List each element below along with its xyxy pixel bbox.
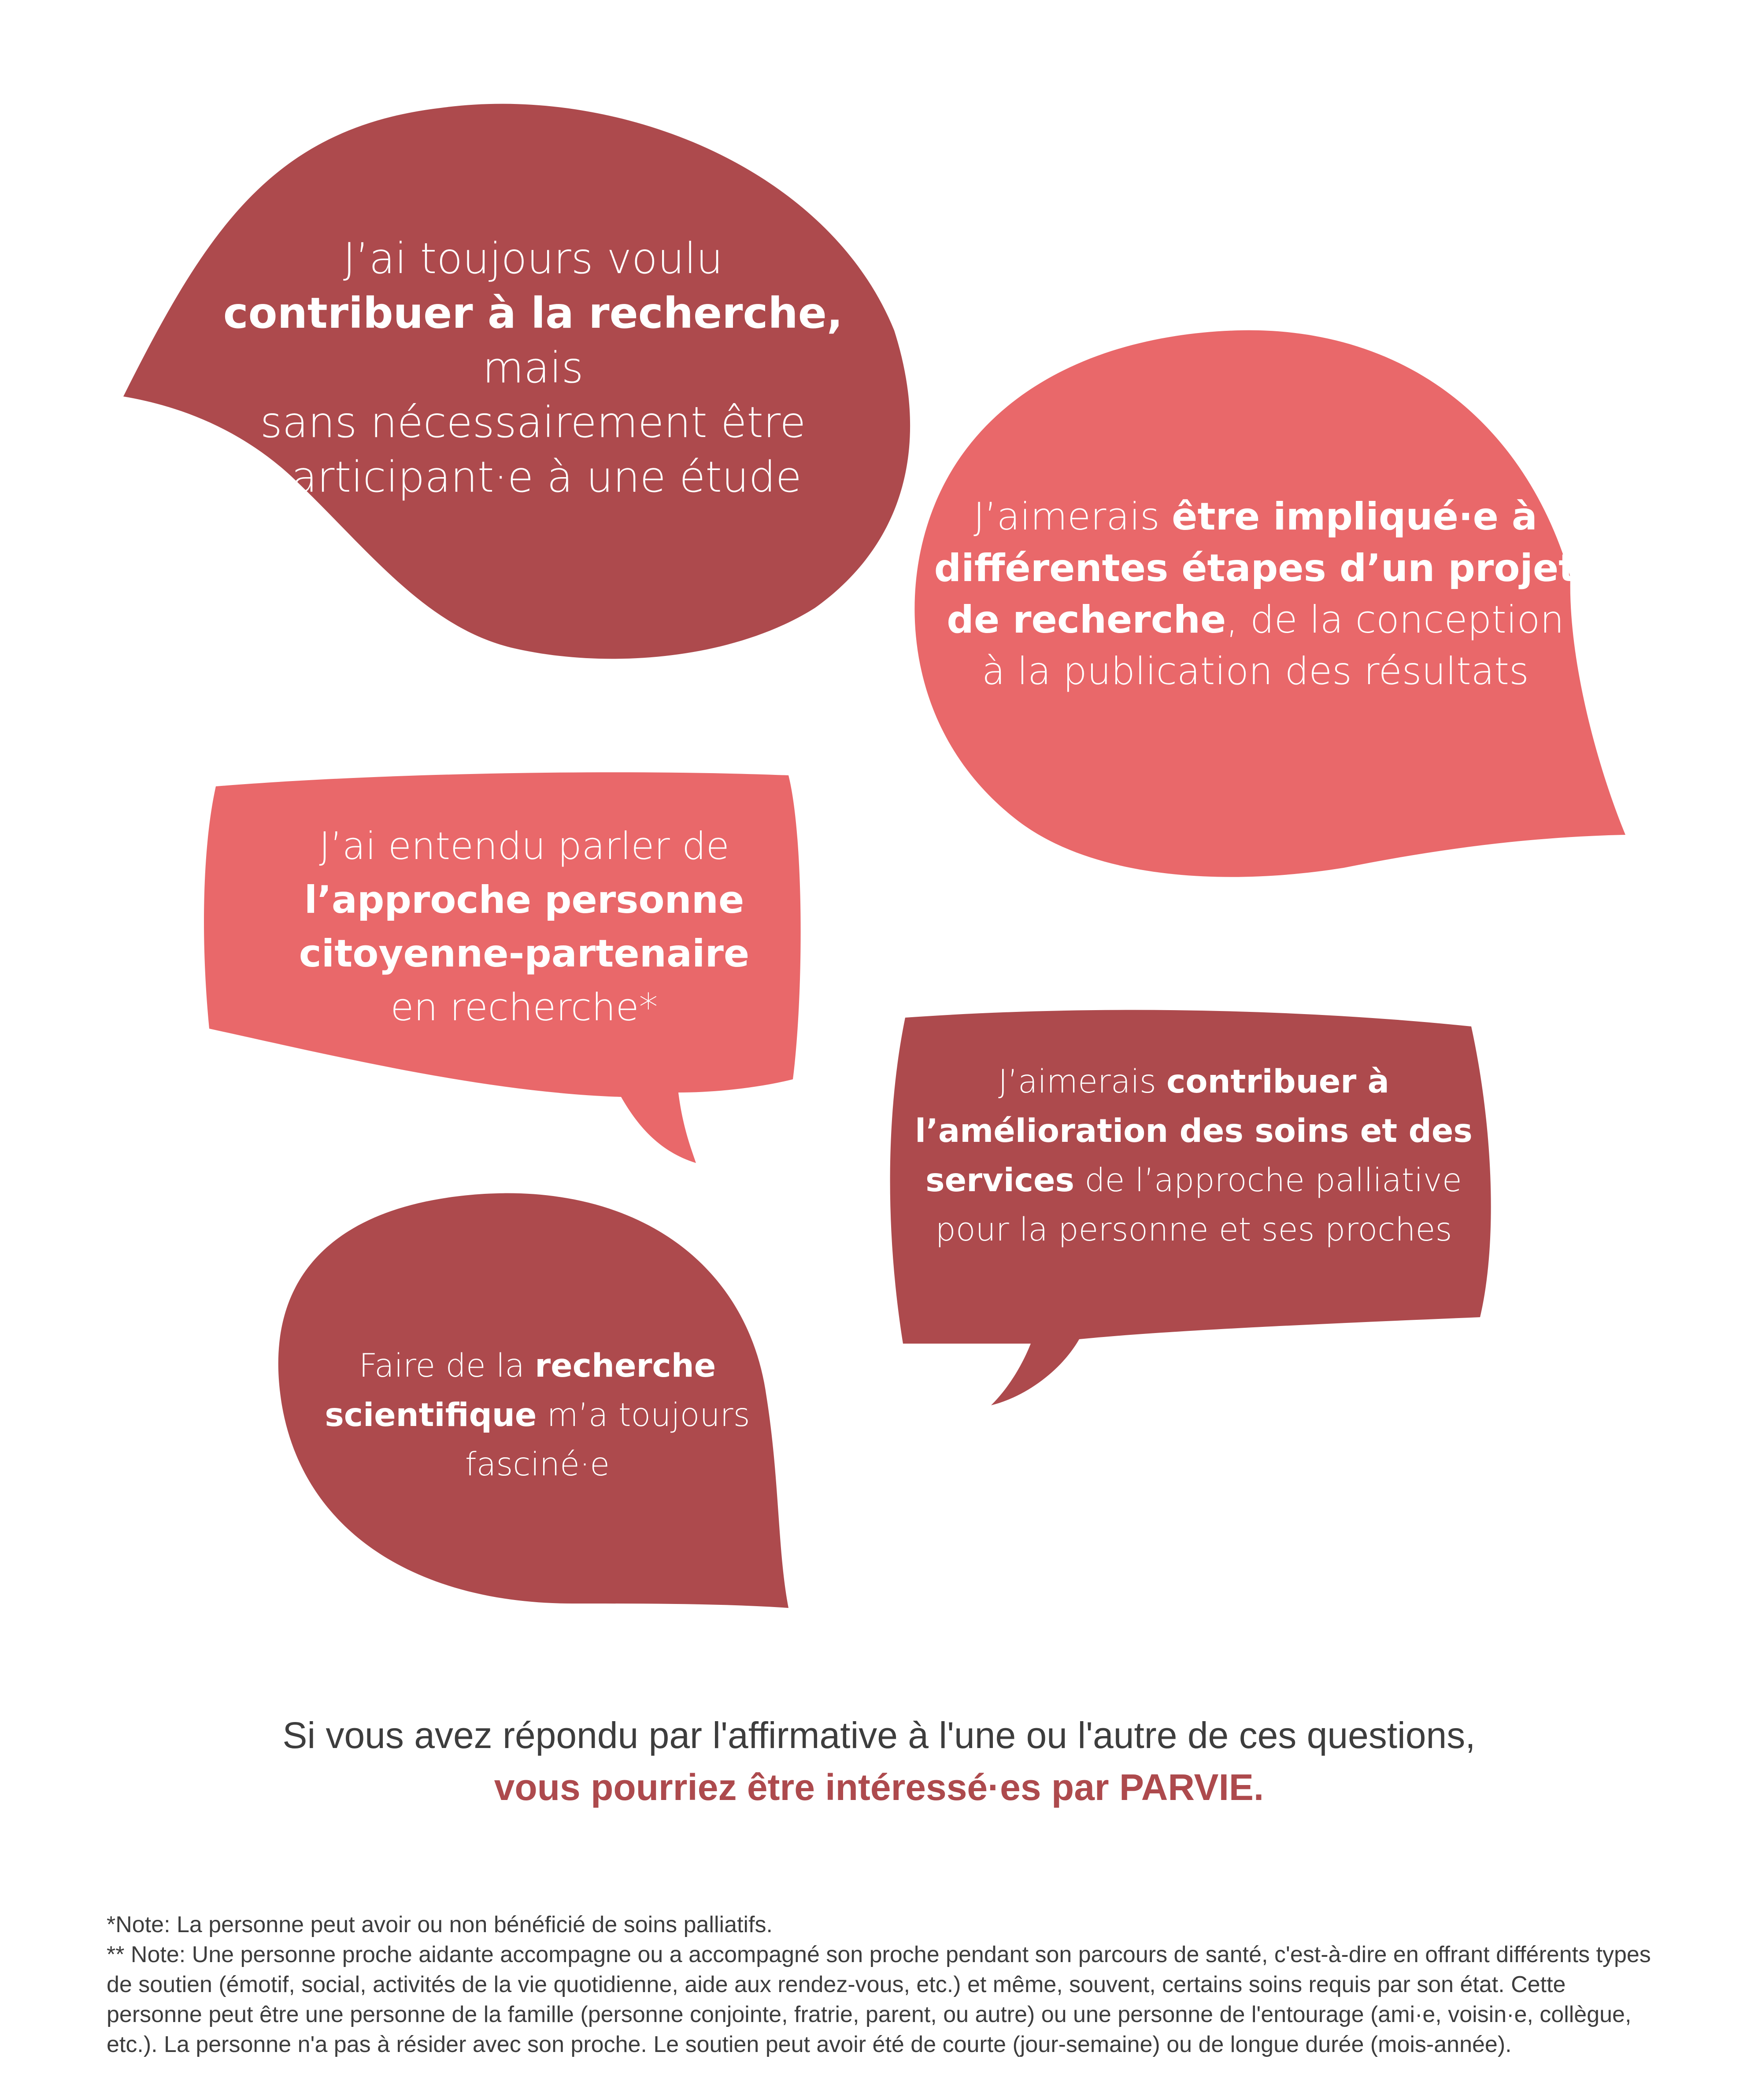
- bubble-3-segment: en recherche*: [390, 985, 658, 1030]
- bubble-3-segment: l’approche personne: [304, 878, 744, 922]
- bubble-3-segment: citoyenne-partenaire: [299, 932, 750, 976]
- bubble-2-segment: différentes étapes d’un projet: [934, 546, 1577, 590]
- bubble-4-segment: pour la personne et ses proches: [935, 1211, 1452, 1248]
- bubble-4-text: [907, 1057, 1480, 1255]
- bubble-3-segment: J’ai entendu parler de: [319, 824, 729, 868]
- bubble-2-segment: J’aimerais: [973, 495, 1172, 539]
- footnote-2: ** Note: Une personne proche aidante accompagne ou a accompagné son proche pendant son parcours de santé, c'est-à-dire en offrant différents types de soutien (émotif, social, activités de la vie quotidienne, aide aux rendez-vous, etc.) et même, souvent, certains soins requis par son état. Cette personne peut être une personne de la famille (personne conjointe, fratrie, parent, ou autre) ou une personne de l'entourage (ami·e, voisin·e, collègue, etc.). La personne n'a pas à résider avec son proche. Le soutien peut avoir été de courte (jour-semaine) ou de longue durée (mois-année).: [107, 1942, 1651, 2057]
- bubble-1-segment: contribuer à la recherche,: [223, 289, 843, 338]
- bubble-2-segment: être impliqué·e à: [1172, 495, 1537, 539]
- bubble-4-segment: de l’approche palliative: [1074, 1162, 1462, 1199]
- bubble-5-segment: recherche: [535, 1347, 716, 1385]
- bubble-1-segment: J’ai toujours voulu: [343, 234, 723, 283]
- bubble-2-segment: de recherche: [947, 598, 1226, 642]
- bubble-1-text: [189, 231, 877, 504]
- bubble-5-segment: Faire de la: [359, 1347, 535, 1385]
- bubble-5-text: [300, 1341, 775, 1489]
- call-to-action: [0, 1709, 1758, 1813]
- cta-question-line: Si vous avez répondu par l'affirmative à l'une ou l'autre de ces questions,: [282, 1715, 1476, 1756]
- bubble-1-segment: participant·e à une étude: [264, 452, 802, 502]
- bubble-2-segment: à la publication des résultats: [982, 649, 1529, 693]
- bubble-3-text: [238, 819, 811, 1034]
- footnote-1: *Note: La personne peut avoir ou non bénéficié de soins palliatifs.: [107, 1912, 773, 1937]
- bubble-1-segment: sans nécessairement être: [260, 398, 806, 447]
- cta-parvie-line: vous pourriez être intéressé·es par PARVIE.: [494, 1767, 1264, 1808]
- bubble-4-segment: contribuer à: [1166, 1063, 1389, 1100]
- footnotes: [107, 1910, 1657, 2059]
- bubble-1-segment: mais: [482, 343, 584, 393]
- bubble-4-segment: services: [925, 1162, 1074, 1199]
- bubble-5-segment: scientifique: [325, 1396, 537, 1434]
- bubble-2-segment: , de la conception: [1226, 598, 1564, 642]
- bubble-5-segment: m’a toujours: [537, 1396, 750, 1434]
- bubble-4-segment: J’aimerais: [998, 1063, 1167, 1100]
- bubble-4-segment: l’amélioration des soins et des: [915, 1112, 1473, 1150]
- bubble-5-segment: fasciné·e: [465, 1446, 610, 1483]
- bubble-2-text: [907, 491, 1603, 697]
